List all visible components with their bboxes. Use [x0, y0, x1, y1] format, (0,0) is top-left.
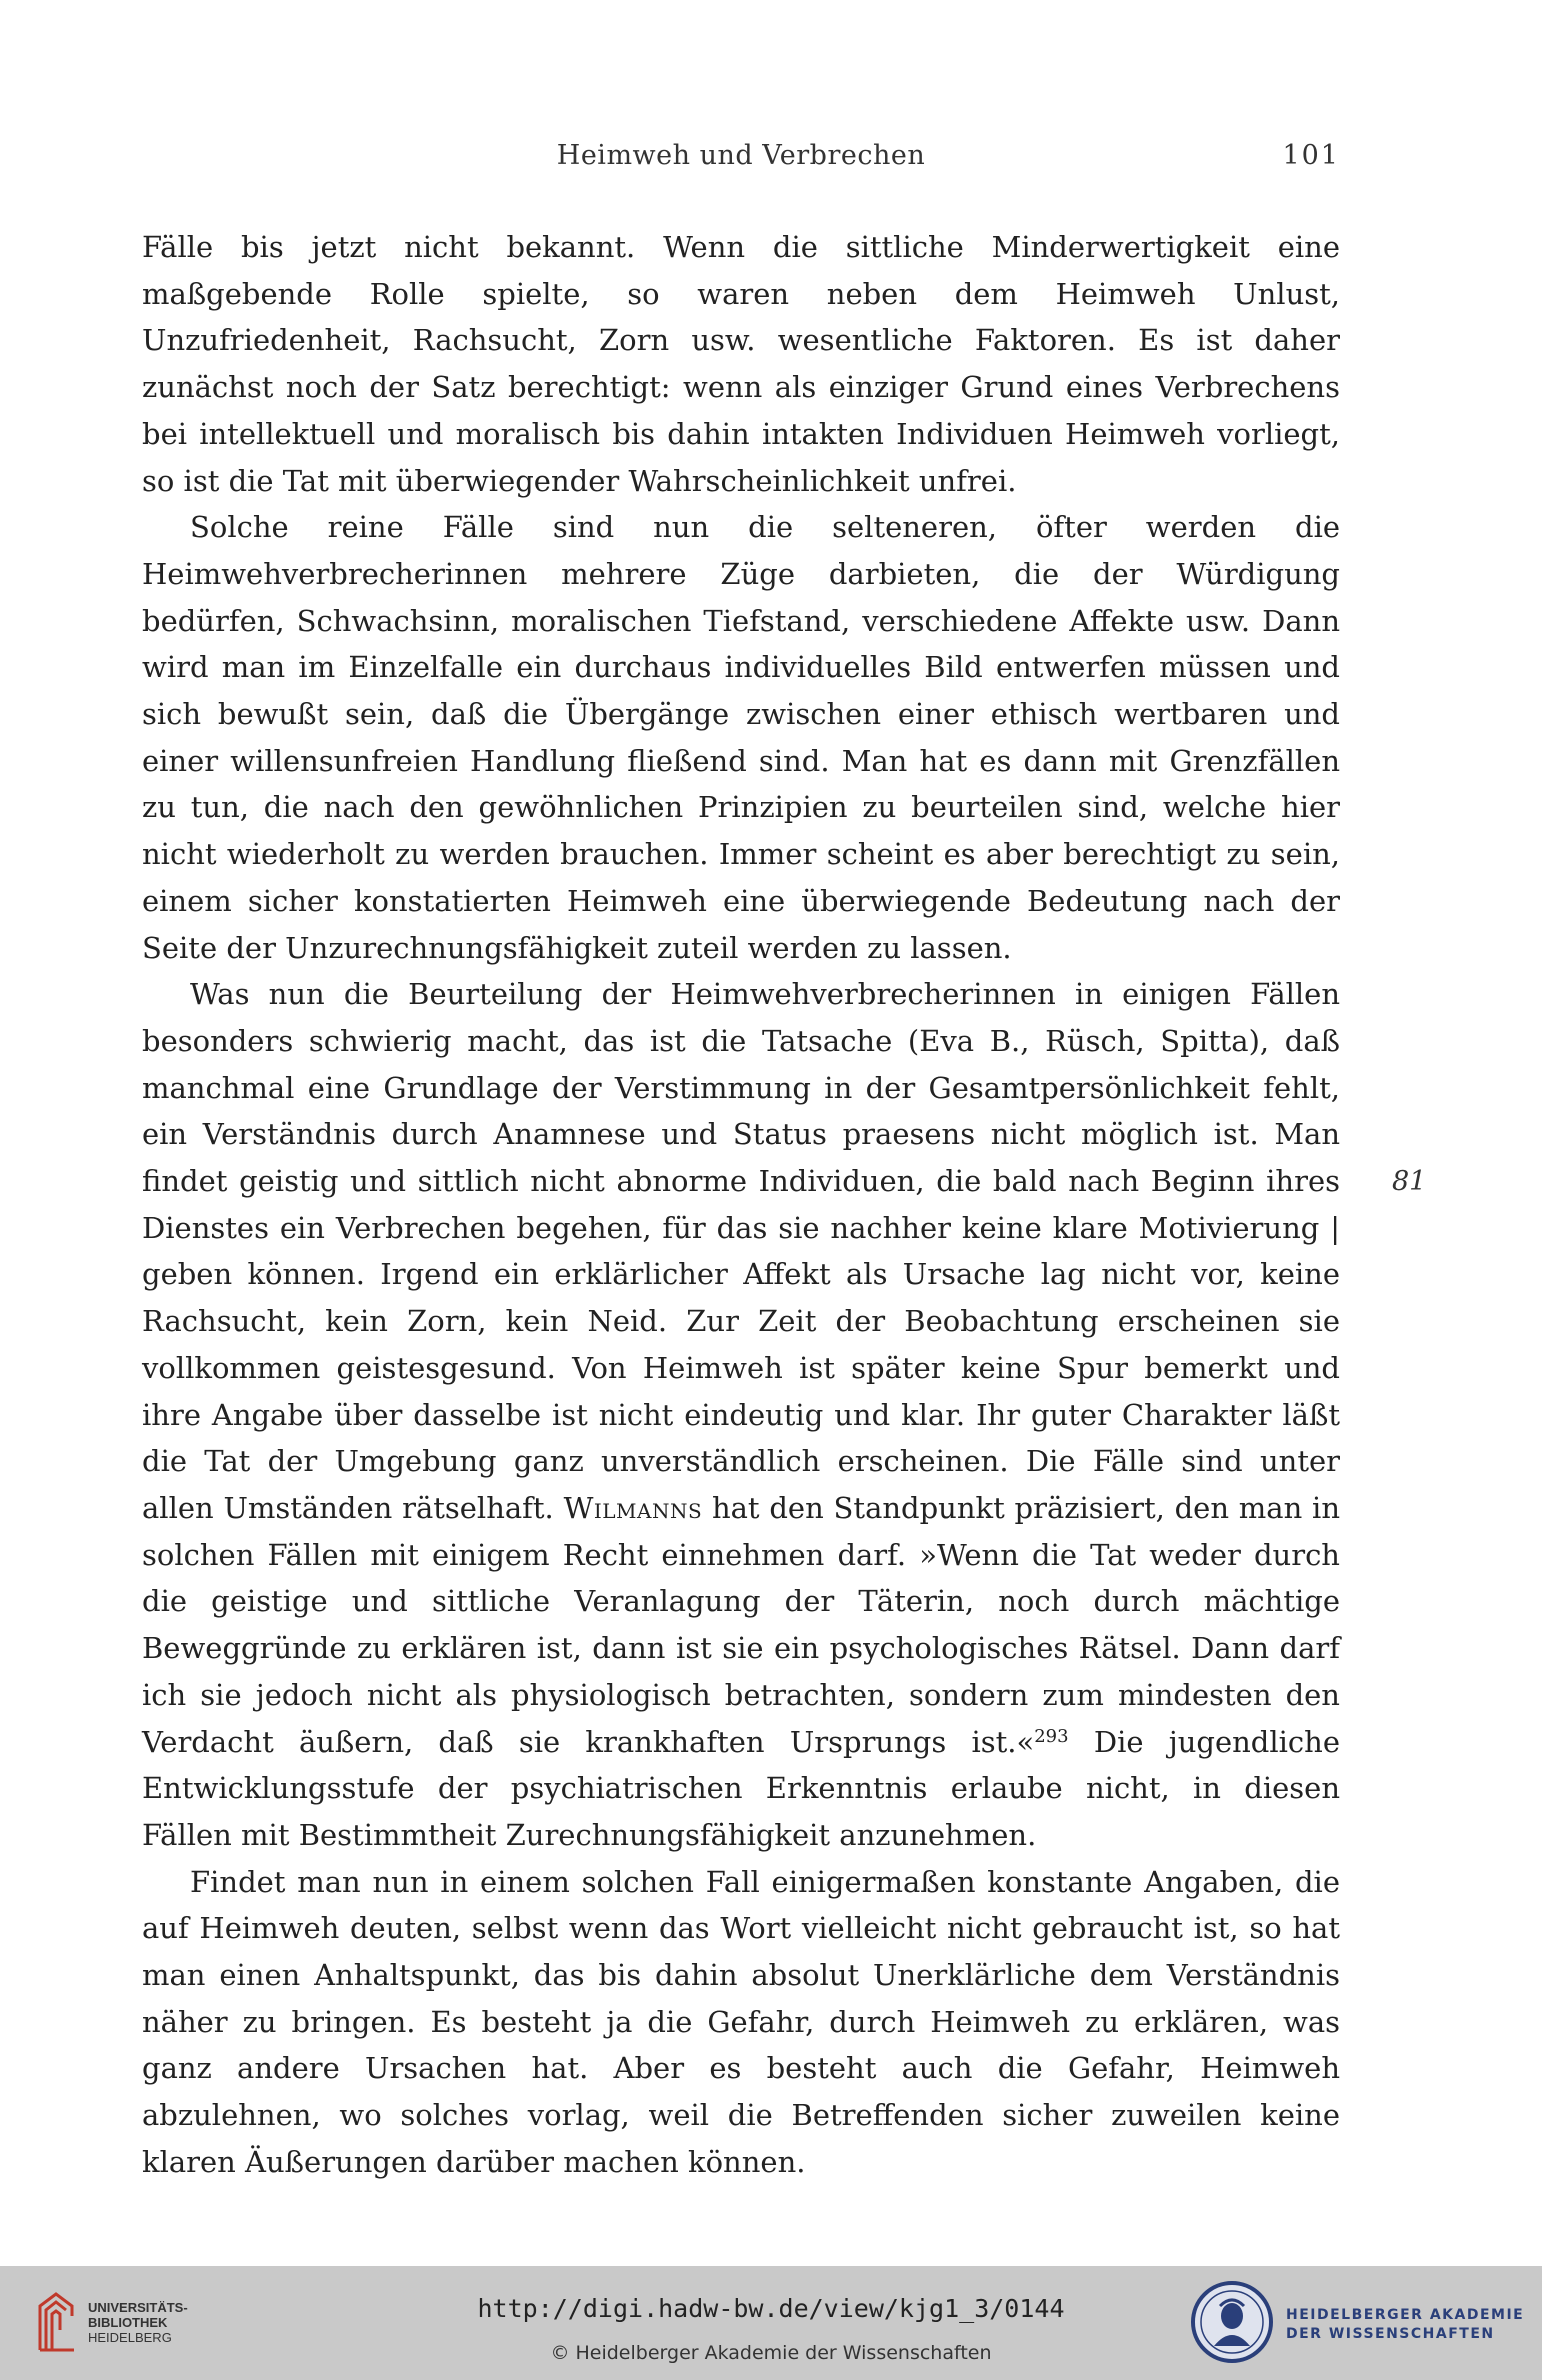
- body-text: [142, 224, 1340, 2186]
- margin-page-reference: 81: [1392, 1166, 1427, 1197]
- academy-logo-line-2: DER WISSENSCHAFTEN: [1286, 2326, 1495, 2342]
- academy-seal-icon: [1190, 2280, 1274, 2364]
- footnote-marker[interactable]: 293: [1034, 1725, 1069, 1747]
- ub-logo-line-1: UNIVERSITÄTS-: [88, 2300, 188, 2315]
- page-number: 101: [1282, 140, 1340, 171]
- academy-logo[interactable]: [1190, 2280, 1525, 2366]
- paragraph-3-part-a: Was nun die Beurteilung der Heimwehverbrecherinnen in einigen Fällen besonders schwierig macht, das ist die Tatsache (Eva B., Rüsch, Spitta), daß manchmal eine Grundlage der Verstimmung in der Gesamtpersönlichkeit fehlt, ein Verständnis durch Anamnese und Status praesens nicht möglich ist. Man findet geistig und sittlich nicht abnorme Individuen, die bald nach Beginn ihres Dienstes ein Verbrechen begehen, für das sie nachher keine klare Motivierung | geben können. Irgend ein erklärlicher Affekt als Ursache lag nicht vor, keine Rachsucht, kein Zorn, kein Neid. Zur Zeit der Beobachtung erscheinen sie vollkommen geistesgesund. Von Heimweh ist später keine Spur bemerkt und ihre Angabe über dasselbe ist nicht eindeutig und klar. Ihr guter Charakter läßt die Tat der Umgebung ganz unverständlich erscheinen. Die Fälle sind unter allen Umständen rätselhaft.: [142, 977, 1340, 1525]
- paragraph-3-part-c: Die jugendliche Entwicklungsstufe der psychiatrischen Erkenntnis erlaube nicht, in diesen Fällen mit Bestimmtheit Zurechnungsfähigkeit anzunehmen.: [142, 1724, 1341, 1852]
- author-name: Wilmanns: [563, 1490, 703, 1525]
- copyright-notice: © Heidelberger Akademie der Wissenschaften: [550, 2342, 992, 2364]
- page-header: [142, 140, 1340, 186]
- ub-logo-line-3: HEIDELBERG: [88, 2330, 172, 2345]
- running-title: Heimweh und Verbrechen: [556, 140, 926, 171]
- academy-logo-line-1: HEIDELBERGER AKADEMIE: [1286, 2307, 1525, 2323]
- paragraph-3: [142, 971, 1340, 1858]
- paragraph-1: Fälle bis jetzt nicht bekannt. Wenn die sittliche Minderwertigkeit eine maßgebende Rolle spielte, so waren neben dem Heimweh Unlust, Unzufriedenheit, Rachsucht, Zorn usw. wesentliche Faktoren. Es ist daher zunächst noch der Satz berechtigt: wenn als einziger Grund eines Verbrechens bei intellektuell und moralisch bis dahin intakten Individuen Heimweh vorliegt, so ist die Tat mit überwiegender Wahrscheinlichkeit unfrei.: [142, 230, 1340, 498]
- footer-bar: [0, 2266, 1542, 2380]
- paragraph-4: Findet man nun in einem solchen Fall einigermaßen konstante Angaben, die auf Heimweh deuten, selbst wenn das Wort vielleicht nicht gebraucht ist, so hat man einen Anhaltspunkt, das bis dahin absolut Unerklärliche dem Verständnis näher zu bringen. Es besteht ja die Gefahr, durch Heimweh zu erklären, was ganz andere Ursachen hat. Aber es besteht auch die Gefahr, Heimweh abzulehnen, wo solches vorlag, weil die Betreffenden sicher zuweilen keine klaren Äußerungen darüber machen können.: [142, 1864, 1340, 2179]
- academy-logo-text: [1286, 2306, 1524, 2344]
- ub-logo-line-2: BIBLIOTHEK: [88, 2315, 168, 2330]
- paragraph-2: Solche reine Fälle sind nun die selteneren, öfter werden die Heimwehverbrecherinnen mehrere Züge darbieten, die der Würdigung bedürfen, Schwachsinn, moralischen Tiefstand, verschiedene Affekte usw. Dann wird man im Einzelfalle ein durchaus individuelles Bild entwerfen müssen und sich bewußt sein, daß die Übergänge zwischen einer ethisch wertbaren und einer willensunfreien Handlung fließend sind. Man hat es dann mit Grenzfällen zu tun, die nach den gewöhnlichen Prinzipien zu beurteilen sind, welche hier nicht wiederholt zu werden brauchen. Immer scheint es aber berechtigt zu sein, einem sicher konstatierten Heimweh eine überwiegende Bedeutung nach der Seite der Unzurechnungsfähigkeit zuteil werden zu lassen.: [142, 510, 1340, 965]
- paragraph-3-part-b: hat den Standpunkt präzisiert, den man in solchen Fällen mit einigem Recht einnehmen darf. »Wenn die Tat weder durch die geistige und sittliche Veranlagung der Täterin, noch durch mächtige Beweggründe zu erklären ist, dann ist sie ein psychologisches Rätsel. Dann darf ich sie jedoch nicht als physiologisch betrachten, sondern zum mindesten den Verdacht äußern, daß sie krankhaften Ursprungs ist.«: [142, 1490, 1340, 1759]
- permalink-url[interactable]: http://digi.hadw-bw.de/view/kjg1_3/0144: [477, 2294, 1065, 2323]
